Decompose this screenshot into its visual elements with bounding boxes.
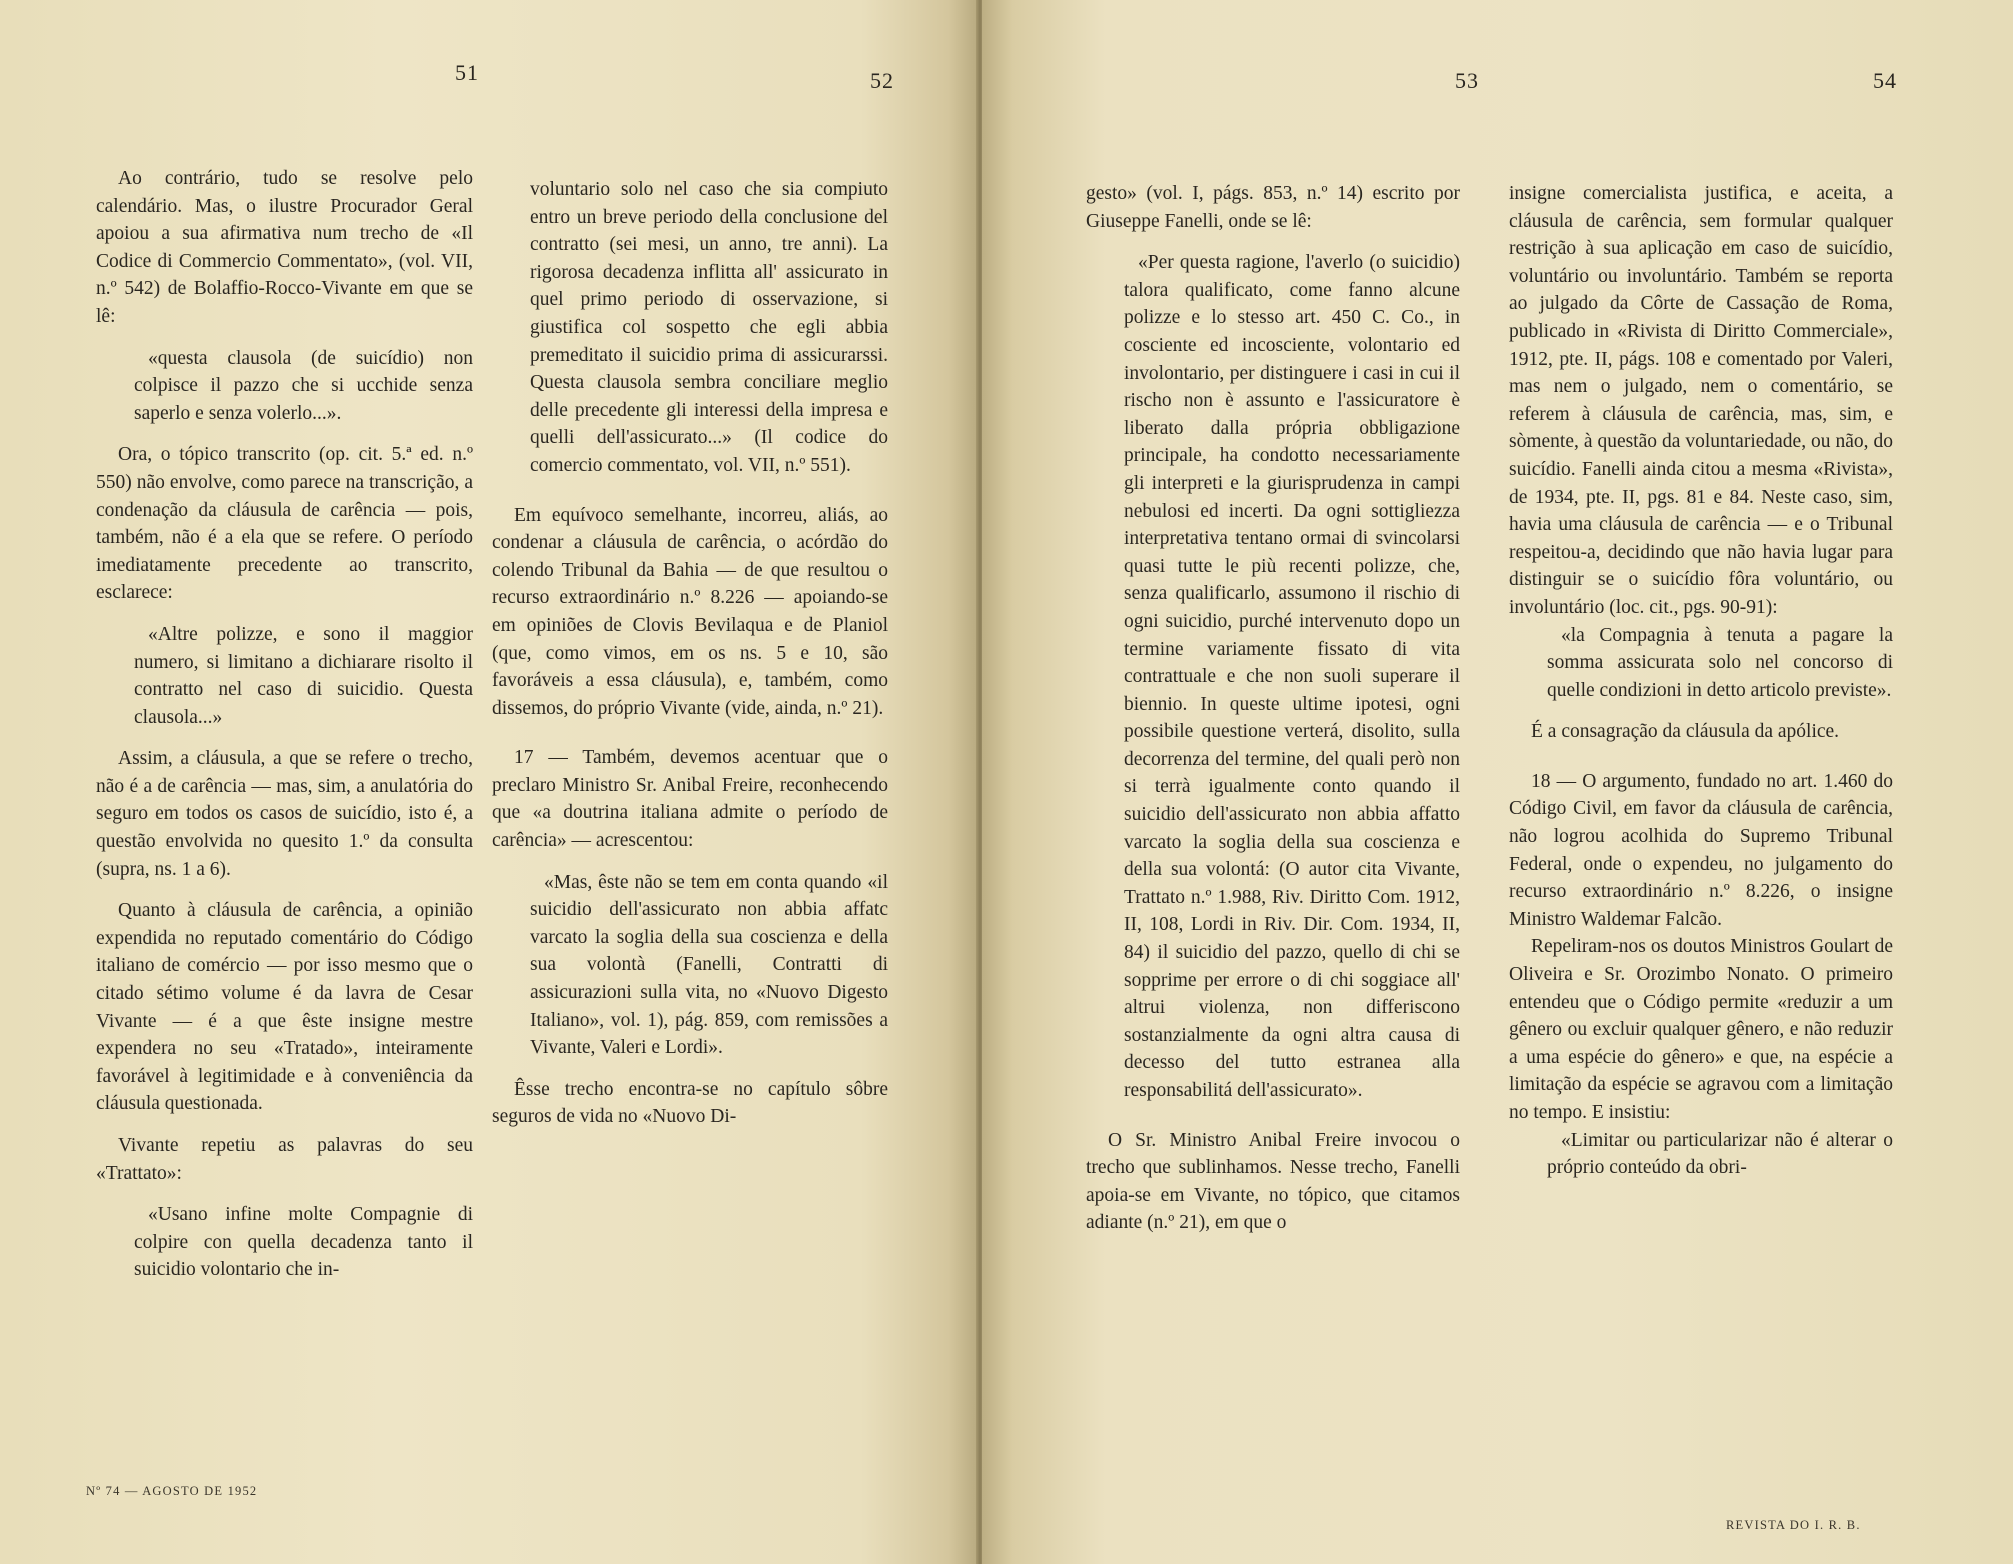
page-number-53: 53 (1455, 68, 1479, 93)
p51-paragraph: Quanto à cláusula de carência, a opinião expendida no reputado comentário do Código italiano de comércio — por isso mesmo que o citado sétimo volume é da lavra de Cesar Vivante — é a que êste insigne mestre expendera no seu «Tratado», inteiramente favorável à legitimidade e à conveniência da cláusula questionada. (96, 900, 473, 1115)
p53-paragraph: gesto» (vol. I, págs. 853, n.º 14) escrito por Giuseppe Fanelli, onde se lê: (1086, 183, 1460, 232)
p54-paragraph: «la Compagnia à tenuta a pagare la somma assicurata solo nel concorso di quelle condizioni in detto articolo previste». (1547, 624, 1893, 701)
p51-paragraph: Assim, a cláusula, a que se refere o trecho, não é a de carência — mas, sim, a anulatória do seguro em todos os casos de suicídio, isto é, a questão envolvida no quesito 1.º da consulta (supra, ns. 1 a 6). (96, 748, 473, 880)
p51-paragraph: «Usano infine molte Compagnie di colpire con quella decadenza tanto il suicidio volontario che in- (134, 1204, 473, 1281)
p53-paragraph: «Per questa ragione, l'averlo (o suicidio) talora qualificato, come fanno alcune polizze e lo stesso art. 450 C. Co., in cosciente ed incosciente, volontario ed involontario, per distinguere i casi in cui il rischo non è assunto e l'assicuratore è liberato dalla própria obbligazione principale, ha condotto necessariamente gli interpreti e la giurisprudenza in campi nebulosi ed incerti. Da ogni sottigliezza interpretativa tentano ormai di svincolarsi quasi tutte le più recenti polizze, che, senza qualificarlo, assumono il rischio di ogni suicidio, purché intervenuto dopo un termine variamente fissato di vita contrattuale e che non suoli superare il biennio. In queste ultime ipotesi, ogni possibile questione verterá, disolito, sulla decorrenza del termine, del quali però non si terrà igualmente conto quando il suicidio dell'assicurato non abbia affatto varcato la soglia della sua coscienza e della sua volontá: (O autor cita Vivante, Trattato n.º 1.988, Riv. Diritto Com. 1912, II, 108, Lordi in Riv. Dir. Com. 1934, II, 84) il suicidio del pazzo, quello di chi se sopprime per errore o di chi soggiace all' altrui violenza, non differiscono sostanzialmente da ogni altra causa di decesso del tutto estranea alla responsabilitá dell'assicurato». (1124, 252, 1460, 1101)
p51-paragraph: Ora, o tópico transcrito (op. cit. 5.ª ed. n.º 550) não envolve, como parece na transcrição, a condenação da cláusula de carência — pois, também, não é a ela que se refere. O período imediatamente precedente ao transcrito, esclarece: (96, 444, 473, 604)
p52-paragraph: 17 — Também, devemos acentuar que o preclaro Ministro Sr. Anibal Freire, reconhecendo que «a doutrina italiana admite o período de carência» — acrescentou: (492, 747, 888, 852)
footer-journal-name: REVISTA DO I. R. B. (1726, 1518, 1861, 1532)
p52-paragraph: Êsse trecho encontra-se no capítulo sôbre seguros de vida no «Nuovo Di- (492, 1078, 888, 1128)
p53-paragraph: O Sr. Ministro Anibal Freire invocou o trecho que sublinhamos. Nesse trecho, Fanelli apoia-se em Vivante, no tópico, que citamos adiante (n.º 21), em que o (1086, 1129, 1460, 1234)
p51-paragraph: Ao contrário, tudo se resolve pelo calendário. Mas, o ilustre Procurador Geral apoiou a sua afirmativa num trecho de «Il Codice di Commercio Commentato», (vol. VII, n.º 542) de Bolaffio-Rocco-Vivante em que se lê: (96, 168, 473, 327)
right-page-leaf (982, 0, 2013, 1564)
p52-paragraph: Em equívoco semelhante, incorreu, aliás, ao condenar a cláusula de carência, o acórdão do colendo Tribunal da Bahia — de que resultou o recurso extraordinário n.º 8.226 — apoiando-se em opiniões de Clovis Bevilaqua e de Planiol (que, como vimos, em os ns. 5 e 10, são favoráveis a essa cláusula), e, também, como dissemos, do próprio Vivante (vide, ainda, n.º 21). (492, 504, 888, 719)
footer-issue-date: Nº 74 — AGOSTO DE 1952 (86, 1484, 258, 1498)
p51-paragraph: «Altre polizze, e sono il maggior numero, si limitano a dichiarare risolto il contratto nel caso di suicidio. Questa clausola...» (134, 623, 473, 728)
p52-paragraph: «Mas, êste não se tem em conta quando «il suicidio dell'assicurato non abbia affatc varcato la soglia della sua coscienza e della sua volontà (Fanelli, Contratti di assicurazioni sulla vita, no «Nuovo Digesto Italiano», vol. 1), pág. 859, com remissões a Vivante, Valeri e Lordi». (530, 871, 888, 1059)
left-page-leaf (0, 0, 978, 1564)
page-number-52: 52 (870, 68, 894, 93)
p54-paragraph: É a consagração da cláusula da apólice. (1531, 721, 1840, 743)
p54-paragraph: Repeliram-nos os doutos Ministros Goulart de Oliveira e Sr. Orozimbo Nonato. O primeiro entendeu que o Código permite «reduzir a um gênero ou excluir qualquer gênero, e não reduzir a uma espécie do gênero» e que, na espécie a limitação da espécie se agravou com a limitação no tempo. E insistiu: (1509, 936, 1893, 1123)
p54-paragraph: 18 — O argumento, fundado no art. 1.460 do Código Civil, em favor da cláusula de carência, não logrou acolhida do Supremo Tribunal Federal, onde o expendeu, no julgamento do recurso extraordinário n.º 8.226, o insigne Ministro Waldemar Falcão. (1509, 770, 1893, 930)
page-53-text-column (1086, 180, 1460, 1237)
page-51-text-column (96, 165, 473, 1284)
page-54-text-column (1509, 180, 1893, 1182)
p51-paragraph: Vivante repetiu as palavras do seu «Trattato»: (96, 1135, 473, 1184)
page-number-51: 51 (455, 60, 479, 85)
p52-paragraph: voluntario solo nel caso che sia compiuto entro un breve periodo della conclusione del contratto (sei mesi, un anno, tre anni). La rigorosa decadenza inflitta all' assicurato in quel primo periodo di osservazione, si giustifica col sospetto che egli abbia premeditato il suicidio prima di assicurarssi. Questa clausola sembra conciliare meglio delle precedente gli interessi della impresa e quelli dell'assicurato...» (Il codice do comercio commentato, vol. VII, n.º 551). (530, 179, 888, 476)
p51-paragraph: «questa clausola (de suicídio) non colpisce il pazzo che si ucchide senza saperlo e senza volerlo...». (134, 347, 473, 424)
p54-paragraph: «Limitar ou particularizar não é alterar o próprio conteúdo da obri- (1547, 1129, 1893, 1179)
page-number-54: 54 (1873, 68, 1897, 93)
page-52-text-column (492, 176, 888, 1131)
p54-paragraph: insigne comercialista justifica, e aceita, a cláusula de carência, sem formular qualquer restrição à sua aplicação em caso de suicídio, voluntário ou involuntário. Também se reporta ao julgado da Côrte de Cassação de Roma, publicado in «Rivista di Diritto Commerciale», 1912, pte. II, págs. 108 e comentado por Valeri, mas nem o julgado, nem o comentário, se referem à cláusula de carência, mas, sim, e sòmente, à questão da voluntariedade, ou não, do suicídio. Fanelli ainda citou a mesma «Rivista», de 1934, pte. II, pgs. 81 e 84. Neste caso, sim, havia uma cláusula de carência — e o Tribunal respeitou-a, decidindo que não havia lugar para distinguir se o suicídio fôra voluntário, ou involuntário (loc. cit., pgs. 90-91): (1509, 183, 1893, 618)
